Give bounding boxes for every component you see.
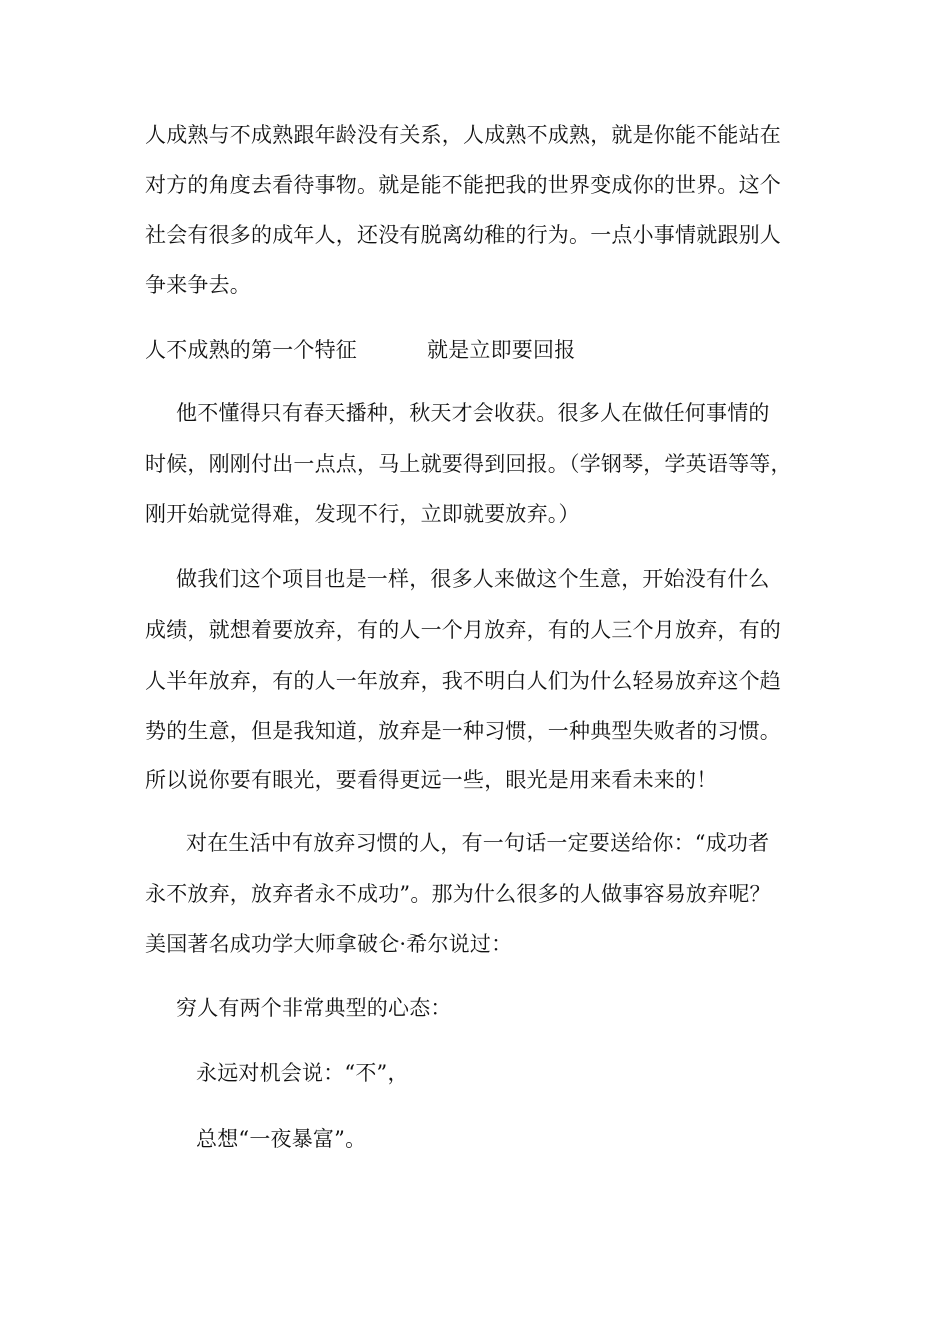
paragraph-1-line-2: 对方的角度去看待事物。就是能不能把我的世界变成你的世界。这个 <box>145 173 781 197</box>
paragraph-2-line-3: 刚开始就觉得难，发现不行，立即就要放弃。） <box>145 502 580 526</box>
paragraph-4-line-3: 美国著名成功学大师拿破仑·希尔说过： <box>145 932 513 956</box>
paragraph-1-line-4: 争来争去。 <box>145 273 251 297</box>
paragraph-3-line-2: 成绩，就想着要放弃，有的人一个月放弃，有的人三个月放弃，有的 <box>145 618 781 642</box>
list-item-2: 总想“一夜暴富”。 <box>196 1127 367 1151</box>
paragraph-3-line-1: 做我们这个项目也是一样，很多人来做这个生意，开始没有什么 <box>176 567 770 591</box>
paragraph-3-line-3: 人半年放弃，有的人一年放弃，我不明白人们为什么轻易放弃这个趋 <box>145 669 781 693</box>
paragraph-3-line-4: 势的生意，但是我知道，放弃是一种习惯，一种典型失败者的习惯。 <box>145 719 781 743</box>
paragraph-2-line-2: 时候，刚刚付出一点点，马上就要得到回报。（学钢琴，学英语等等， <box>145 452 792 476</box>
paragraph-1-line-3: 社会有很多的成年人，还没有脱离幼稚的行为。一点小事情就跟别人 <box>145 223 781 247</box>
section-heading <box>145 337 575 363</box>
list-item-1: 永远对机会说：“不”， <box>196 1061 409 1085</box>
heading-part-2: 就是立即要回报 <box>427 338 576 362</box>
paragraph-4-line-2: 永不放弃，放弃者永不成功”。那为什么很多的人做事容易放弃呢？ <box>145 882 771 906</box>
paragraph-4-line-1: 对在生活中有放弃习惯的人，有一句话一定要送给你：“成功者 <box>186 831 770 855</box>
paragraph-1-line-1: 人成熟与不成熟跟年龄没有关系，人成熟不成熟，就是你能不能站在 <box>145 123 781 147</box>
paragraph-2-line-1: 他不懂得只有春天播种，秋天才会收获。很多人在做任何事情的 <box>176 401 770 425</box>
paragraph-5: 穷人有两个非常典型的心态： <box>176 996 452 1020</box>
paragraph-3-line-5: 所以说你要有眼光，要看得更远一些，眼光是用来看未来的！ <box>145 768 718 792</box>
heading-part-1: 人不成熟的第一个特征 <box>145 338 357 362</box>
